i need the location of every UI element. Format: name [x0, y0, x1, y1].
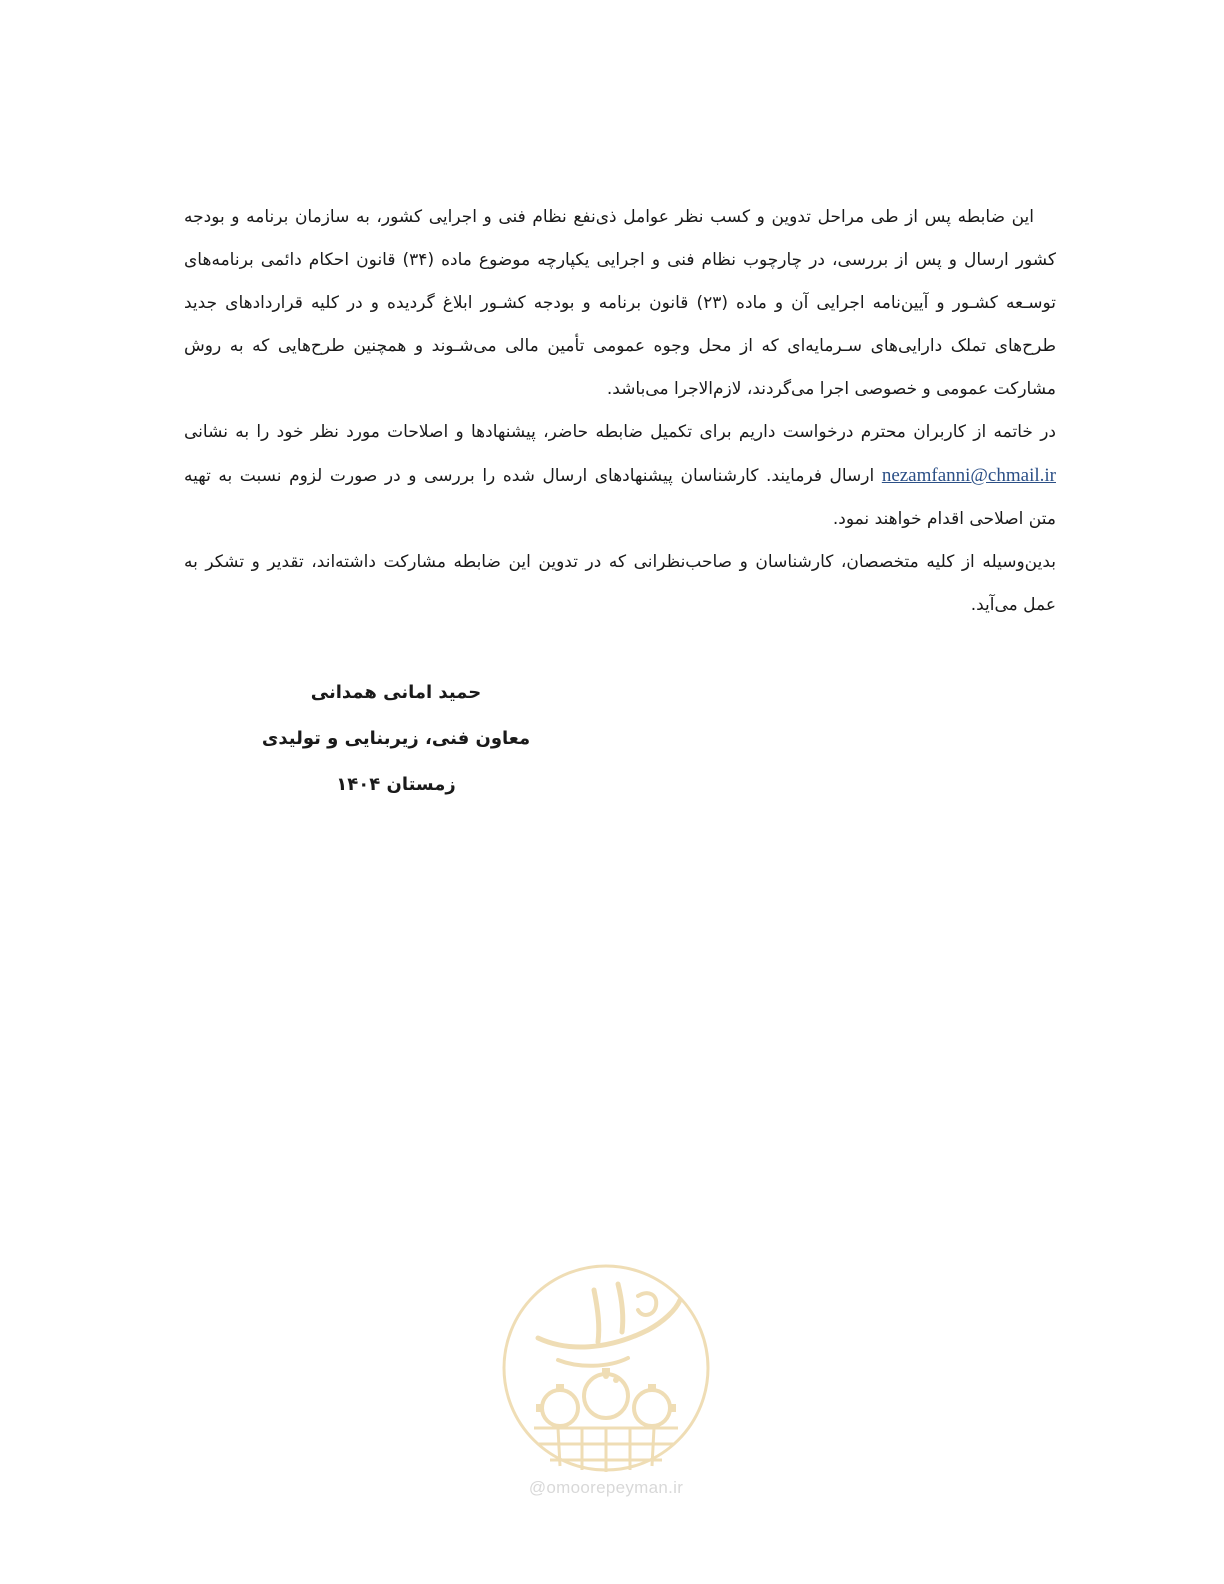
paragraph-feedback-intro: در خاتمه از کاربران محترم درخواست داریم برای تکمیل ضابطه حاضر، پیشنهادها و اصلاحات مورد نظر خود را به نشانی [184, 422, 1056, 442]
paragraph-feedback-outro: ارسال فرمایند. کارشناسان پیشنهادهای ارسال شده را بررسی و در صورت لزوم نسبت به تهیه متن اصلاحی اقدام خواهند نمود. [184, 466, 1056, 529]
paragraph-approval: این ضابطه پس از طی مراحل تدوین و کسب نظر عوامل ذی‌نفع نظام فنی و اجرایی کشور، به سازمان برنامه و بودجه کشور ارسال و پس از بررسی، در چارچوب نظام فنی و اجرایی یکپارچه موضوع ماده (۳۴) قانون احکام دائمی برنامه‌های توسـعه کشـور و آیین‌نامه اجرایی آن و ماده (۲۳) قانون برنامه و بودجه کشـور ابلاغ گردیده و در کلیه قراردادهای جدید طرح‌های تملک دارایی‌های سـرمایه‌ای که از محل وجوه عمومی تأمین مالی می‌شـوند و همچنین طرح‌هایی که به روش مشارکت عمومی و خصوصی اجرا می‌گردند، لازم‌الاجرا می‌باشد. [184, 207, 1056, 399]
watermark-logo-icon [498, 1260, 714, 1476]
signature-date: زمستان ۱۴۰۴ [336, 774, 456, 795]
signature-block [246, 670, 546, 808]
email-link[interactable]: nezamfanni@chmail.ir [881, 465, 1056, 486]
paragraph-thanks: بدین‌وسیله از کلیه متخصصان، کارشناسان و صاحب‌نظرانی که در تدوین این ضابطه مشارکت داشته‌اند، تقدیر و تشکر به عمل می‌آید. [184, 552, 1056, 615]
paragraph-feedback [184, 411, 1056, 541]
signatory-name: حمید امانی همدانی [310, 682, 482, 703]
document-body [184, 196, 1056, 627]
signatory-title: معاون فنی، زیربنایی و تولیدی [261, 728, 531, 749]
watermark-caption: @omoorepeyman.ir [528, 1478, 684, 1497]
watermark [498, 1260, 714, 1510]
